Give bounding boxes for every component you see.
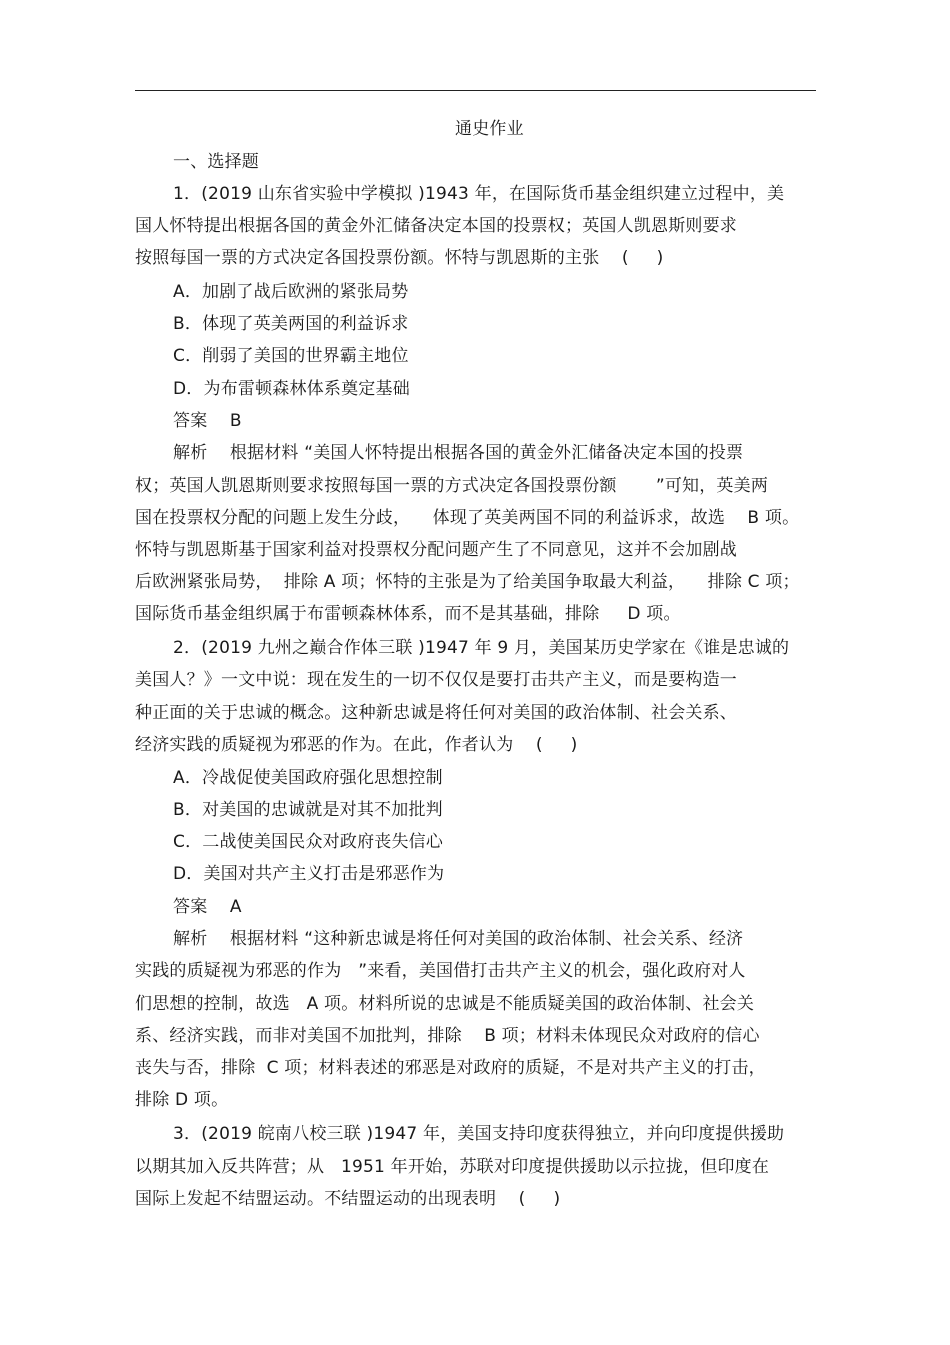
text-line: 解析 根据材料 “这种新忠诚是将任何对美国的政治体制、社会关系、经济	[173, 929, 744, 949]
option-line: C．削弱了美国的世界霸主地位	[173, 346, 409, 366]
header-rule	[135, 90, 816, 91]
option-line: D．为布雷顿森林体系奠定基础	[173, 379, 410, 399]
text-line: 种正面的关于忠诚的概念。这种新忠诚是将任何对美国的政治体制、社会关系、	[135, 703, 737, 723]
text-line: 丧失与否，排除 C 项；材料表述的邪恶是对政府的质疑，不是对共产主义的打击，	[135, 1058, 766, 1078]
option-line: C．二战使美国民众对政府丧失信心	[173, 832, 444, 852]
text-line: 解析 根据材料 “美国人怀特提出根据各国的黄金外汇储备决定本国的投票	[173, 443, 744, 463]
text-line: 3．(2019 皖南八校三联 )1947 年，美国支持印度获得独立，并向印度提供援助	[173, 1124, 785, 1144]
text-line: 国际货币基金组织属于布雷顿森林体系，而不是其基础，排除 D 项。	[135, 604, 681, 624]
option-line: B．对美国的忠诚就是对其不加批判	[173, 800, 443, 820]
option-line: A．冷战促使美国政府强化思想控制	[173, 768, 443, 788]
text-line: 权；英国人凯恩斯则要求按照每国一票的方式决定各国投票份额 ”可知，英美两	[135, 476, 769, 496]
text-line: 美国人？》一文中说：现在发生的一切不仅仅是要打击共产主义，而是要构造一	[135, 670, 737, 690]
text-line: 们思想的控制，故选 A 项。材料所说的忠诚是不能质疑美国的政治体制、社会关	[135, 994, 755, 1014]
text-line: 1．(2019 山东省实验中学模拟 )1943 年，在国际货币基金组织建立过程中，美	[173, 184, 785, 204]
option-line: B．体现了英美两国的利益诉求	[173, 314, 409, 334]
option-line: D．美国对共产主义打击是邪恶作为	[173, 864, 445, 884]
text-line: 实践的质疑视为邪恶的作为 ”来看，美国借打击共产主义的机会，强化政府对人	[135, 961, 746, 981]
text-line: 2．(2019 九州之巅合作体三联 )1947 年 9 月，美国某历史学家在《谁是忠诚的	[173, 638, 790, 658]
text-line: 国际上发起不结盟运动。不结盟运动的出现表明 ( )	[135, 1189, 561, 1209]
document-title: 通史作业	[455, 119, 524, 139]
text-line: 怀特与凯恩斯基于国家利益对投票权分配问题产生了不同意见，这并不会加剧战	[135, 540, 737, 560]
section-heading: 一、选择题	[173, 152, 259, 172]
text-line: 排除 D 项。	[135, 1090, 229, 1110]
text-line: 经济实践的质疑视为邪恶的作为。在此，作者认为 ( )	[135, 735, 578, 755]
answer-line: 答案 A	[173, 897, 242, 917]
text-line: 国人怀特提出根据各国的黄金外汇储备决定本国的投票权；英国人凯恩斯则要求	[135, 216, 737, 236]
text-line: 以期其加入反共阵营；从 1951 年开始，苏联对印度提供援助以示拉拢，但印度在	[135, 1157, 770, 1177]
option-line: A．加剧了战后欧洲的紧张局势	[173, 282, 409, 302]
text-line: 国在投票权分配的问题上发生分歧， 体现了英美两国不同的利益诉求，故选 B 项。	[135, 508, 800, 528]
text-line: 系、经济实践，而非对美国不加批判，排除 B 项；材料未体现民众对政府的信心	[135, 1026, 760, 1046]
text-line: 后欧洲紧张局势， 排除 A 项；怀特的主张是为了给美国争取最大利益， 排除 C 项；	[135, 572, 800, 592]
answer-line: 答案 B	[173, 411, 242, 431]
text-line: 按照每国一票的方式决定各国投票份额。怀特与凯恩斯的主张 ( )	[135, 248, 664, 268]
